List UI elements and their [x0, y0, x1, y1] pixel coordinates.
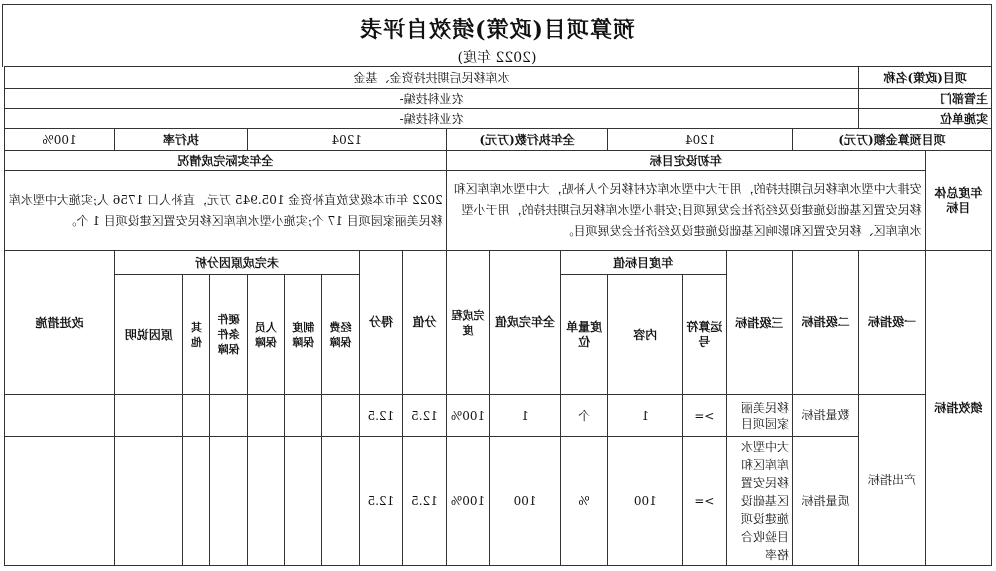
- row1-weight: 12.5: [403, 395, 447, 437]
- operator-header: 运算符号: [683, 275, 727, 395]
- goals-label: 年度总体目标: [925, 151, 991, 251]
- row2-operator: >=: [683, 437, 727, 566]
- reason-note-header: 原因说明: [115, 275, 183, 395]
- content-header: 内容: [608, 275, 683, 395]
- score-header: 得分: [359, 251, 403, 395]
- year-subtitle: (2022 年度): [457, 50, 537, 66]
- level1-header: 一级指标: [859, 251, 925, 395]
- row2-unit: %: [560, 437, 608, 566]
- evaluation-table: [4, 66, 992, 566]
- level1-output: 产出指标: [859, 395, 925, 566]
- actual-goal-text: 2022 年市本级发放直补资金 105.945 万元，直补人口 1756 人;实施大中型水库移民美丽家园项目 17 个;实施小型水库库区移民安置区建设项目 1 个。: [5, 171, 447, 251]
- row1-content: 1: [608, 395, 683, 437]
- completed-header: 全年完成值: [490, 251, 560, 395]
- budget-label: 项目预算金额(万元): [792, 129, 991, 151]
- improve-header: 改进措施: [5, 251, 115, 395]
- impl-value: 农业科技编-: [5, 109, 859, 129]
- dept-value: 农业科技编-: [5, 89, 859, 109]
- unit-header: 度量单位: [560, 275, 608, 395]
- level2-header: 二级指标: [792, 251, 858, 395]
- level3-acceptance-rate: 大中型水库库区和移民安置区基础设施建设项目验收合格率: [726, 437, 792, 566]
- actual-goal-header: 全年实际完成情况: [5, 151, 447, 171]
- reason-system-header: 制度保障: [285, 275, 322, 395]
- table-row: [5, 395, 992, 437]
- row1-unit: 个: [560, 395, 608, 437]
- level2-quantity: 数量指标: [792, 395, 858, 437]
- project-name-label: 项目(政策)名称: [859, 67, 992, 89]
- reason-group-header: 未完成原因分析: [115, 251, 360, 275]
- reason-funding-header: 经费保障: [322, 275, 359, 395]
- page-title: 预算项目(政策)绩效自评表: [359, 17, 635, 43]
- target-group-header: 年度目标值: [560, 251, 726, 275]
- row1-operator: >=: [683, 395, 727, 437]
- weight-header: 分值: [403, 251, 447, 395]
- row2-content: 100: [608, 437, 683, 566]
- level3-header: 三级指标: [726, 251, 792, 395]
- planned-goal-header: 年初设定目标: [446, 151, 925, 171]
- project-name-value: 水库移民后期扶持资金、基金: [5, 67, 859, 89]
- reason-other-header: 其他: [183, 275, 210, 395]
- row1-score: 12.5: [359, 395, 403, 437]
- table-row: [5, 437, 992, 565]
- level2-quality: 质量指标: [792, 437, 858, 566]
- exec-value: 1204: [247, 129, 446, 151]
- indicators-label: 绩效指标: [925, 251, 991, 566]
- budget-value: 1204: [608, 129, 793, 151]
- dept-label: 主管部门: [859, 89, 992, 109]
- reason-staff-header: 人员保障: [247, 275, 284, 395]
- degree-header: 完成程度: [446, 251, 490, 395]
- impl-label: 实施单位: [859, 109, 992, 129]
- planned-goal-text: 安排大中型水库移民后期扶持的，用于大中型水库农村移民个人补贴，大中型水库库区和移民安置区基础设施建设及经济社会发展项目;安排小型水库移民后期扶持的，用于小型水库库区、移民安置区和影响区基础设施建设及经济社会发展项目。: [446, 171, 925, 251]
- row1-completed: 1: [490, 395, 560, 437]
- row2-completed: 100: [490, 437, 560, 566]
- rate-label: 执行率: [115, 129, 248, 151]
- reason-hardware-header: 硬件条件保障: [210, 275, 247, 395]
- row2-score: 12.5: [359, 437, 403, 566]
- row2-degree: 100%: [446, 437, 490, 566]
- row1-degree: 100%: [446, 395, 490, 437]
- row2-weight: 12.5: [403, 437, 447, 566]
- level3-beautiful-home: 移民美丽家园项目: [726, 395, 792, 437]
- rate-value: 100%: [5, 129, 115, 151]
- title-block: [2, 4, 992, 67]
- exec-label: 全年执行数(万元): [446, 129, 608, 151]
